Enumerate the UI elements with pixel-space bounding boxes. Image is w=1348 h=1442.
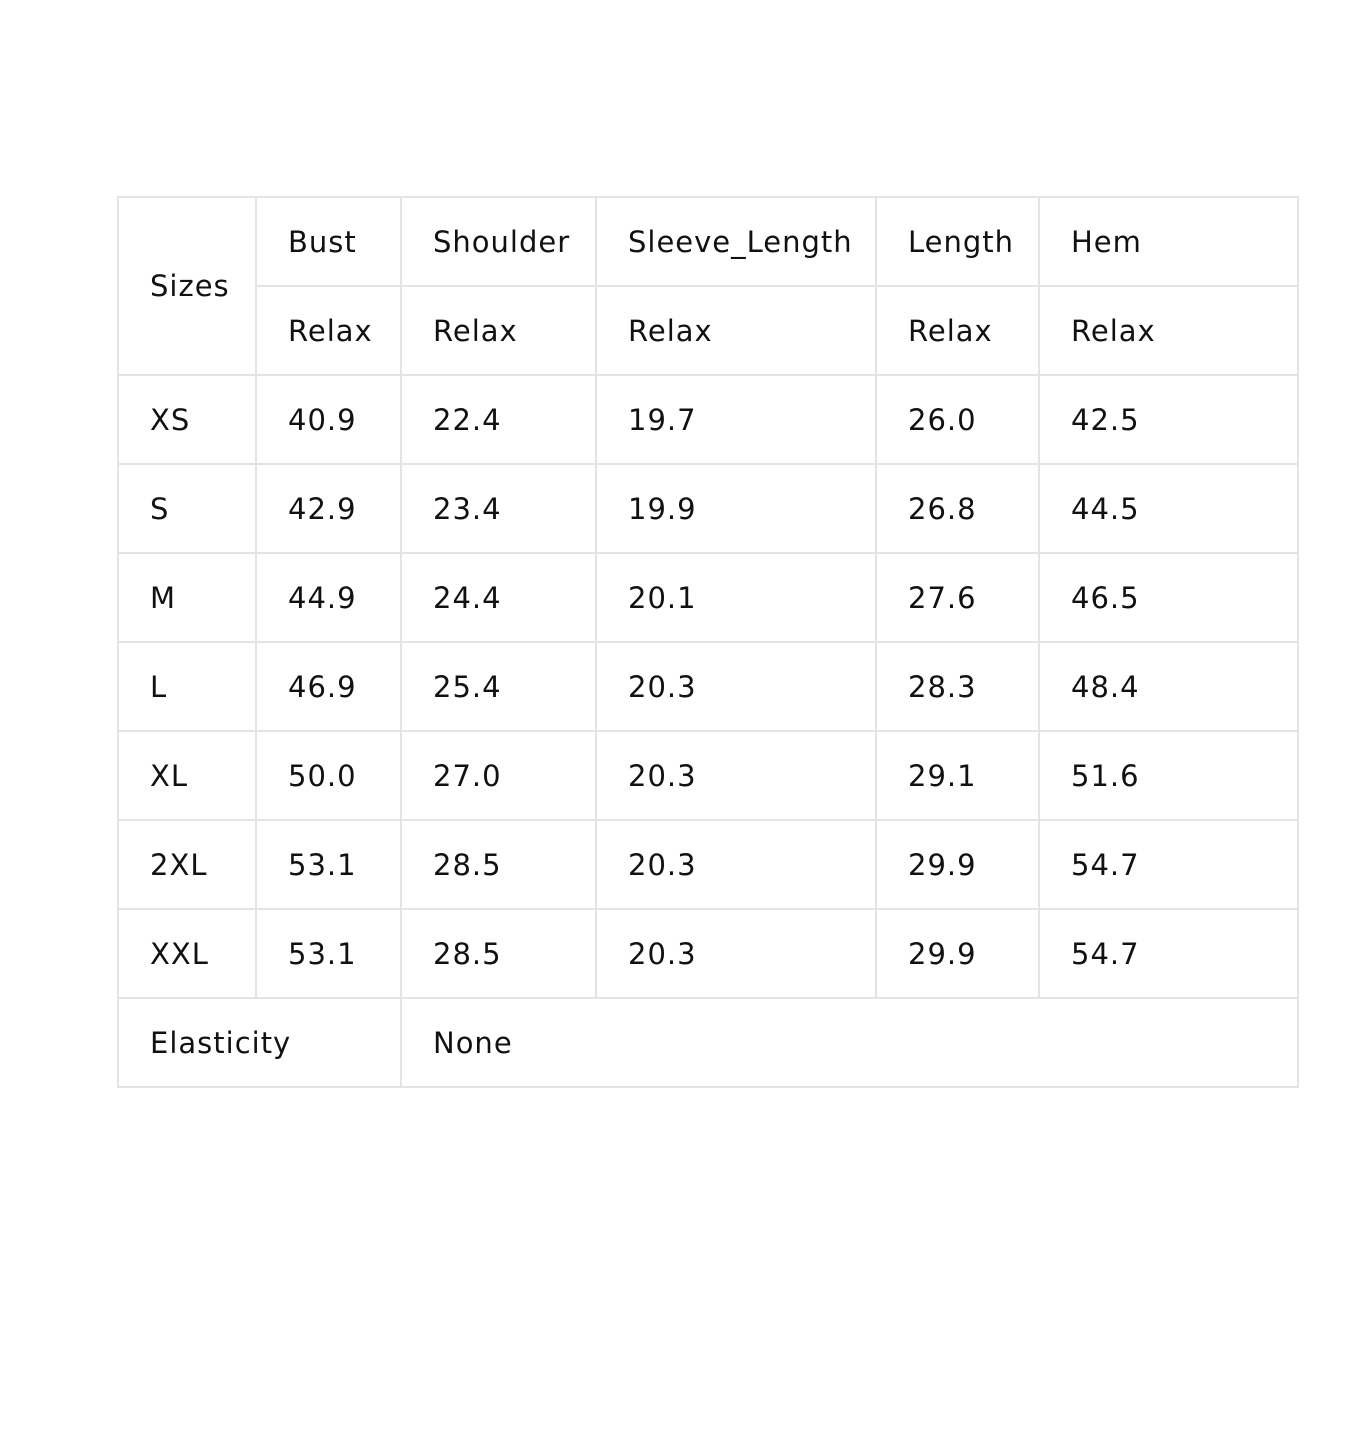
size-chart-table bbox=[117, 196, 1299, 1088]
size-cell: 2XL bbox=[118, 820, 256, 909]
size-cell: XS bbox=[118, 375, 256, 464]
table-row bbox=[118, 731, 1298, 820]
measurement-header-row bbox=[118, 197, 1298, 286]
shoulder-cell: 28.5 bbox=[401, 820, 596, 909]
elasticity-label: Elasticity bbox=[118, 998, 401, 1087]
table-row bbox=[118, 820, 1298, 909]
table-row bbox=[118, 642, 1298, 731]
bust-cell: 50.0 bbox=[256, 731, 401, 820]
length-cell: 29.1 bbox=[876, 731, 1039, 820]
hem-cell: 48.4 bbox=[1039, 642, 1298, 731]
shoulder-cell: 27.0 bbox=[401, 731, 596, 820]
sleeve-length-cell: 20.3 bbox=[596, 642, 876, 731]
elasticity-value: None bbox=[401, 998, 1298, 1087]
table-row bbox=[118, 375, 1298, 464]
fit-label-length: Relax bbox=[876, 286, 1039, 375]
bust-cell: 40.9 bbox=[256, 375, 401, 464]
table-row bbox=[118, 464, 1298, 553]
size-cell: XL bbox=[118, 731, 256, 820]
header-sleeve-length: Sleeve_Length bbox=[596, 197, 876, 286]
header-bust: Bust bbox=[256, 197, 401, 286]
hem-cell: 51.6 bbox=[1039, 731, 1298, 820]
size-cell: XXL bbox=[118, 909, 256, 998]
sleeve-length-cell: 20.3 bbox=[596, 909, 876, 998]
size-cell: M bbox=[118, 553, 256, 642]
hem-cell: 54.7 bbox=[1039, 909, 1298, 998]
shoulder-cell: 22.4 bbox=[401, 375, 596, 464]
shoulder-cell: 28.5 bbox=[401, 909, 596, 998]
sizes-header: Sizes bbox=[118, 197, 256, 375]
header-shoulder: Shoulder bbox=[401, 197, 596, 286]
hem-cell: 42.5 bbox=[1039, 375, 1298, 464]
bust-cell: 46.9 bbox=[256, 642, 401, 731]
length-cell: 28.3 bbox=[876, 642, 1039, 731]
size-cell: S bbox=[118, 464, 256, 553]
fit-label-shoulder: Relax bbox=[401, 286, 596, 375]
shoulder-cell: 25.4 bbox=[401, 642, 596, 731]
header-length: Length bbox=[876, 197, 1039, 286]
length-cell: 26.8 bbox=[876, 464, 1039, 553]
bust-cell: 44.9 bbox=[256, 553, 401, 642]
length-cell: 29.9 bbox=[876, 820, 1039, 909]
fit-label-hem: Relax bbox=[1039, 286, 1298, 375]
header-hem: Hem bbox=[1039, 197, 1298, 286]
length-cell: 29.9 bbox=[876, 909, 1039, 998]
size-chart-container bbox=[117, 196, 1156, 1136]
sleeve-length-cell: 20.1 bbox=[596, 553, 876, 642]
sleeve-length-cell: 19.7 bbox=[596, 375, 876, 464]
hem-cell: 44.5 bbox=[1039, 464, 1298, 553]
table-row bbox=[118, 909, 1298, 998]
sleeve-length-cell: 20.3 bbox=[596, 820, 876, 909]
bust-cell: 53.1 bbox=[256, 909, 401, 998]
shoulder-cell: 24.4 bbox=[401, 553, 596, 642]
fit-label-bust: Relax bbox=[256, 286, 401, 375]
length-cell: 26.0 bbox=[876, 375, 1039, 464]
sleeve-length-cell: 20.3 bbox=[596, 731, 876, 820]
fit-header-row bbox=[118, 286, 1298, 375]
hem-cell: 46.5 bbox=[1039, 553, 1298, 642]
size-cell: L bbox=[118, 642, 256, 731]
elasticity-row bbox=[118, 998, 1298, 1087]
table-row bbox=[118, 553, 1298, 642]
length-cell: 27.6 bbox=[876, 553, 1039, 642]
hem-cell: 54.7 bbox=[1039, 820, 1298, 909]
bust-cell: 42.9 bbox=[256, 464, 401, 553]
sleeve-length-cell: 19.9 bbox=[596, 464, 876, 553]
fit-label-sleeve-length: Relax bbox=[596, 286, 876, 375]
bust-cell: 53.1 bbox=[256, 820, 401, 909]
shoulder-cell: 23.4 bbox=[401, 464, 596, 553]
